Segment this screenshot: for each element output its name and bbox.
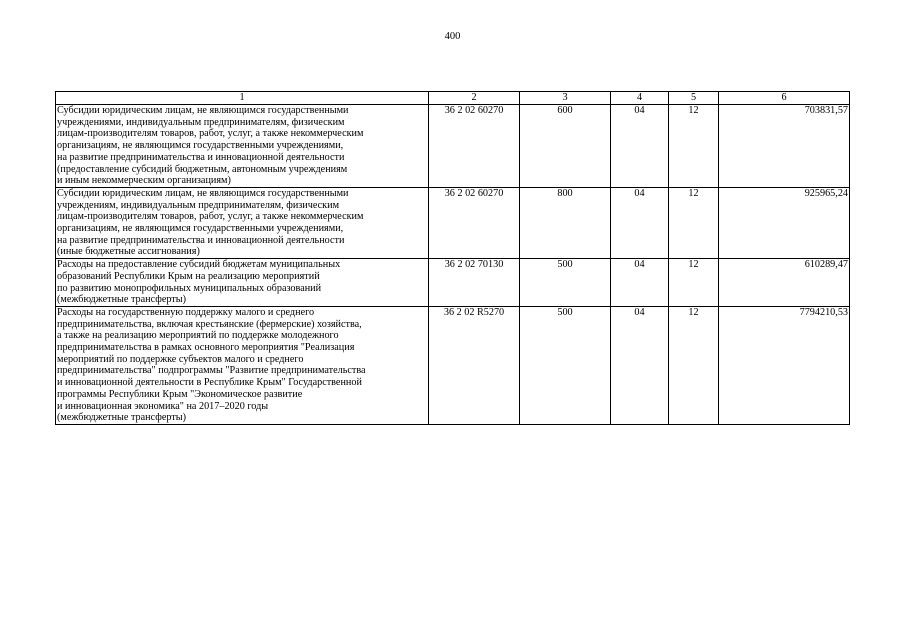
column-header-amount: 6 <box>719 92 850 105</box>
row-target-code: 36 2 02 R5270 <box>429 306 520 424</box>
row-name: Расходы на государственную поддержку малого и среднего предпринимательства, включая крестьянские (фермерские) хозяйства, а также на реализацию мероприятий по поддержке молодежного предпринимательства в рамках основного мероприятия "Реализация мероприятий по поддержке субъектов малого и среднего предпринимательства" подпрограммы "Развитие предпринимательства и инновационной деятельности в Республике Крым" Государственной программы Республики Крым "Экономическое развитие и инновационная экономика" на 2017–2020 годы (межбюджетные трансферты) <box>56 306 429 424</box>
table-row <box>56 105 850 188</box>
row-expense-type: 800 <box>520 187 611 258</box>
table-row <box>56 259 850 307</box>
row-subsection: 12 <box>669 187 719 258</box>
row-target-code: 36 2 02 70130 <box>429 259 520 307</box>
column-header-subsection: 5 <box>669 92 719 105</box>
row-target-code: 36 2 02 60270 <box>429 105 520 188</box>
row-subsection: 12 <box>669 105 719 188</box>
row-expense-type: 500 <box>520 259 611 307</box>
row-subsection: 12 <box>669 259 719 307</box>
row-section: 04 <box>611 187 669 258</box>
row-name: Расходы на предоставление субсидий бюджетам муниципальных образований Республики Крым на реализацию мероприятий по развитию монопрофильных муниципальных образований (межбюджетные трансферты) <box>56 259 429 307</box>
row-target-code: 36 2 02 60270 <box>429 187 520 258</box>
row-name: Субсидии юридическим лицам, не являющимся государственными учреждениям, индивидуальным предпринимателям, физическим лицам-производителям товаров, работ, услуг, а также некоммерческим организациям, не являющимся государственными учреждениями, на развитие предпринимательства и инновационной деятельности (иные бюджетные ассигнования) <box>56 187 429 258</box>
row-amount: 925965,24 <box>719 187 850 258</box>
budget-table <box>55 91 850 425</box>
row-section: 04 <box>611 306 669 424</box>
row-section: 04 <box>611 259 669 307</box>
row-section: 04 <box>611 105 669 188</box>
column-header-name: 1 <box>56 92 429 105</box>
page-number: 400 <box>444 31 461 42</box>
column-header-target-code: 2 <box>429 92 520 105</box>
table-row <box>56 187 850 258</box>
row-subsection: 12 <box>669 306 719 424</box>
row-amount: 703831,57 <box>719 105 850 188</box>
table-row <box>56 306 850 424</box>
column-header-expense-type: 3 <box>520 92 611 105</box>
row-name: Субсидии юридическим лицам, не являющимся государственными учреждениями, индивидуальным предпринимателям, физическим лицам-производителям товаров, работ, услуг, а также некоммерческим организациям, не являющимся государственными учреждениями, на развитие предпринимательства и инновационной деятельности (предоставление субсидий бюджетным, автономным учреждениям и иным некоммерческим организациям) <box>56 105 429 188</box>
table-header-row <box>56 92 850 105</box>
row-expense-type: 500 <box>520 306 611 424</box>
row-amount: 610289,47 <box>719 259 850 307</box>
row-amount: 7794210,53 <box>719 306 850 424</box>
row-expense-type: 600 <box>520 105 611 188</box>
column-header-section: 4 <box>611 92 669 105</box>
